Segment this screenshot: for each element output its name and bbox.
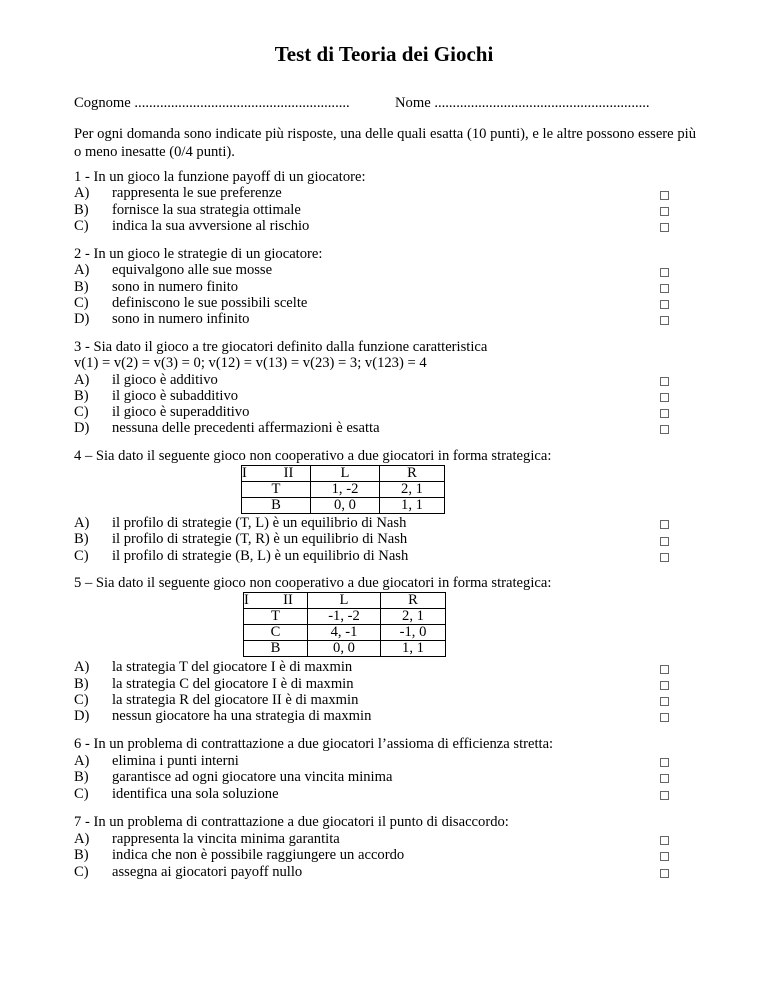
q5-option-a (74, 659, 352, 676)
option-letter: C) (74, 548, 89, 564)
option-letter: D) (74, 311, 90, 327)
player-1-label: I (242, 466, 268, 482)
q2-c-checkbox[interactable] (660, 300, 669, 309)
q5-c-checkbox[interactable] (660, 697, 669, 706)
q2-a-checkbox[interactable] (660, 268, 669, 277)
question-4-text: 4 – Sia dato il seguente gioco non cooperativo a due giocatori in forma strategica: (74, 448, 552, 464)
q3-c-checkbox[interactable] (660, 409, 669, 418)
option-text: rappresenta le sue preferenze (112, 185, 282, 201)
payoff-cell: -1, 0 (381, 625, 446, 641)
question-7-text: 7 - In un problema di contrattazione a due giocatori il punto di disaccordo: (74, 814, 509, 830)
option-letter: A) (74, 262, 90, 278)
question-1-text: 1 - In un gioco la funzione payoff di un giocatore: (74, 169, 366, 185)
q3-option-c (74, 404, 249, 421)
option-text: definiscono le sue possibili scelte (112, 295, 308, 311)
option-text: elimina i punti interni (112, 753, 239, 769)
q7-a-checkbox[interactable] (660, 836, 669, 845)
option-text: sono in numero infinito (112, 311, 250, 327)
payoff-cell: 2, 1 (381, 609, 446, 625)
option-letter: B) (74, 279, 89, 295)
q4-c-checkbox[interactable] (660, 553, 669, 562)
payoff-cell: 2, 1 (380, 482, 445, 498)
option-letter: B) (74, 531, 89, 547)
q1-c-checkbox[interactable] (660, 223, 669, 232)
question-3-formula: v(1) = v(2) = v(3) = 0; v(12) = v(13) = v(23) = 3; v(123) = 4 (74, 355, 427, 371)
option-text: assegna ai giocatori payoff nullo (112, 864, 303, 880)
option-letter: C) (74, 218, 89, 234)
q6-option-b (74, 769, 392, 786)
q3-option-b (74, 388, 238, 405)
q5-d-checkbox[interactable] (660, 713, 669, 722)
option-letter: C) (74, 692, 89, 708)
option-letter: A) (74, 831, 90, 847)
q7-option-c (74, 864, 302, 881)
payoff-cell: 0, 0 (308, 641, 381, 657)
option-text: fornisce la sua strategia ottimale (112, 202, 301, 218)
col-header: L (308, 593, 381, 609)
player-2-label: II (269, 593, 308, 609)
q3-option-d (74, 420, 380, 437)
q5-payoff-table (243, 592, 446, 657)
option-letter: D) (74, 708, 90, 724)
payoff-cell: 1, -2 (311, 482, 380, 498)
page-title: Test di Teoria dei Giochi (274, 42, 494, 66)
option-text: sono in numero finito (112, 279, 239, 295)
q2-b-checkbox[interactable] (660, 284, 669, 293)
option-letter: B) (74, 676, 89, 692)
option-text: rappresenta la vincita minima garantita (112, 831, 340, 847)
q1-option-a (74, 185, 282, 202)
option-text: il profilo di strategie (T, R) è un equilibrio di Nash (112, 531, 408, 547)
option-text: la strategia C del giocatore I è di maxmin (112, 676, 354, 692)
q5-option-d (74, 708, 371, 725)
q3-b-checkbox[interactable] (660, 393, 669, 402)
option-text: la strategia R del giocatore II è di maxmin (112, 692, 359, 708)
q7-c-checkbox[interactable] (660, 869, 669, 878)
option-letter: C) (74, 864, 89, 880)
option-letter: A) (74, 185, 90, 201)
row-header: T (244, 609, 308, 625)
player-2-label: II (267, 466, 311, 482)
q3-a-checkbox[interactable] (660, 377, 669, 386)
q2-option-d (74, 311, 249, 328)
option-text: la strategia T del giocatore I è di maxmin (112, 659, 353, 675)
option-text: indica la sua avversione al rischio (112, 218, 310, 234)
q1-option-c (74, 218, 309, 235)
col-header: L (311, 466, 380, 482)
q5-b-checkbox[interactable] (660, 681, 669, 690)
q2-option-a (74, 262, 272, 279)
row-header: T (242, 482, 311, 498)
option-text: nessun giocatore ha una strategia di maxmin (112, 708, 372, 724)
option-letter: C) (74, 295, 89, 311)
option-letter: D) (74, 420, 90, 436)
q6-a-checkbox[interactable] (660, 758, 669, 767)
option-text: il gioco è additivo (112, 372, 218, 388)
payoff-cell: 1, 1 (381, 641, 446, 657)
q5-a-checkbox[interactable] (660, 665, 669, 674)
cognome-field: Cognome ........................................................... (74, 95, 350, 111)
question-5-text: 5 – Sia dato il seguente gioco non cooperativo a due giocatori in forma strategica: (74, 575, 552, 591)
q7-b-checkbox[interactable] (660, 852, 669, 861)
option-letter: C) (74, 786, 89, 802)
payoff-cell: -1, -2 (308, 609, 381, 625)
row-header: B (242, 498, 311, 514)
option-letter: B) (74, 202, 89, 218)
option-letter: A) (74, 372, 90, 388)
q4-payoff-table (241, 465, 445, 514)
option-text: il gioco è subadditivo (112, 388, 239, 404)
q4-option-b (74, 531, 407, 548)
option-text: identifica una sola soluzione (112, 786, 279, 802)
col-header: R (381, 593, 446, 609)
option-text: il gioco è superadditivo (112, 404, 250, 420)
q4-option-c (74, 548, 408, 565)
q5-option-c (74, 692, 358, 709)
instructions: Per ogni domanda sono indicate più risposte, una delle quali esatta (10 punti), e le altre possono essere più o meno inesatte (0/4 punti). (74, 126, 696, 160)
option-letter: A) (74, 659, 90, 675)
payoff-cell: 4, -1 (308, 625, 381, 641)
q6-option-c (74, 786, 279, 803)
option-letter: C) (74, 404, 89, 420)
q3-d-checkbox[interactable] (660, 425, 669, 434)
player-1-label: I (244, 593, 270, 609)
q2-d-checkbox[interactable] (660, 316, 669, 325)
question-6-text: 6 - In un problema di contrattazione a due giocatori l’assioma di efficienza stretta: (74, 736, 554, 752)
payoff-cell: 0, 0 (311, 498, 380, 514)
option-text: garantisce ad ogni giocatore una vincita minima (112, 769, 393, 785)
q2-option-b (74, 279, 238, 296)
q4-a-checkbox[interactable] (660, 520, 669, 529)
option-letter: B) (74, 388, 89, 404)
question-2-text: 2 - In un gioco le strategie di un giocatore: (74, 246, 323, 262)
payoff-cell: 1, 1 (380, 498, 445, 514)
q6-c-checkbox[interactable] (660, 791, 669, 800)
q1-option-b (74, 202, 301, 219)
option-letter: A) (74, 753, 90, 769)
q1-a-checkbox[interactable] (660, 191, 669, 200)
q4-option-a (74, 515, 406, 532)
option-text: equivalgono alle sue mosse (112, 262, 273, 278)
nome-field: Nome ........................................................... (395, 95, 650, 111)
option-letter: A) (74, 515, 90, 531)
row-header: B (244, 641, 308, 657)
option-text: il profilo di strategie (T, L) è un equilibrio di Nash (112, 515, 407, 531)
q1-b-checkbox[interactable] (660, 207, 669, 216)
option-text: indica che non è possibile raggiungere un accordo (112, 847, 405, 863)
option-text: nessuna delle precedenti affermazioni è esatta (112, 420, 380, 436)
row-header: C (244, 625, 308, 641)
q3-option-a (74, 372, 218, 389)
option-text: il profilo di strategie (B, L) è un equilibrio di Nash (112, 548, 409, 564)
q7-option-a (74, 831, 340, 848)
q2-option-c (74, 295, 307, 312)
q6-option-a (74, 753, 239, 770)
option-letter: B) (74, 847, 89, 863)
q6-b-checkbox[interactable] (660, 774, 669, 783)
option-letter: B) (74, 769, 89, 785)
col-header: R (380, 466, 445, 482)
q5-option-b (74, 676, 354, 693)
question-3-text: 3 - Sia dato il gioco a tre giocatori definito dalla funzione caratteristica (74, 339, 488, 355)
q4-b-checkbox[interactable] (660, 537, 669, 546)
q7-option-b (74, 847, 404, 864)
